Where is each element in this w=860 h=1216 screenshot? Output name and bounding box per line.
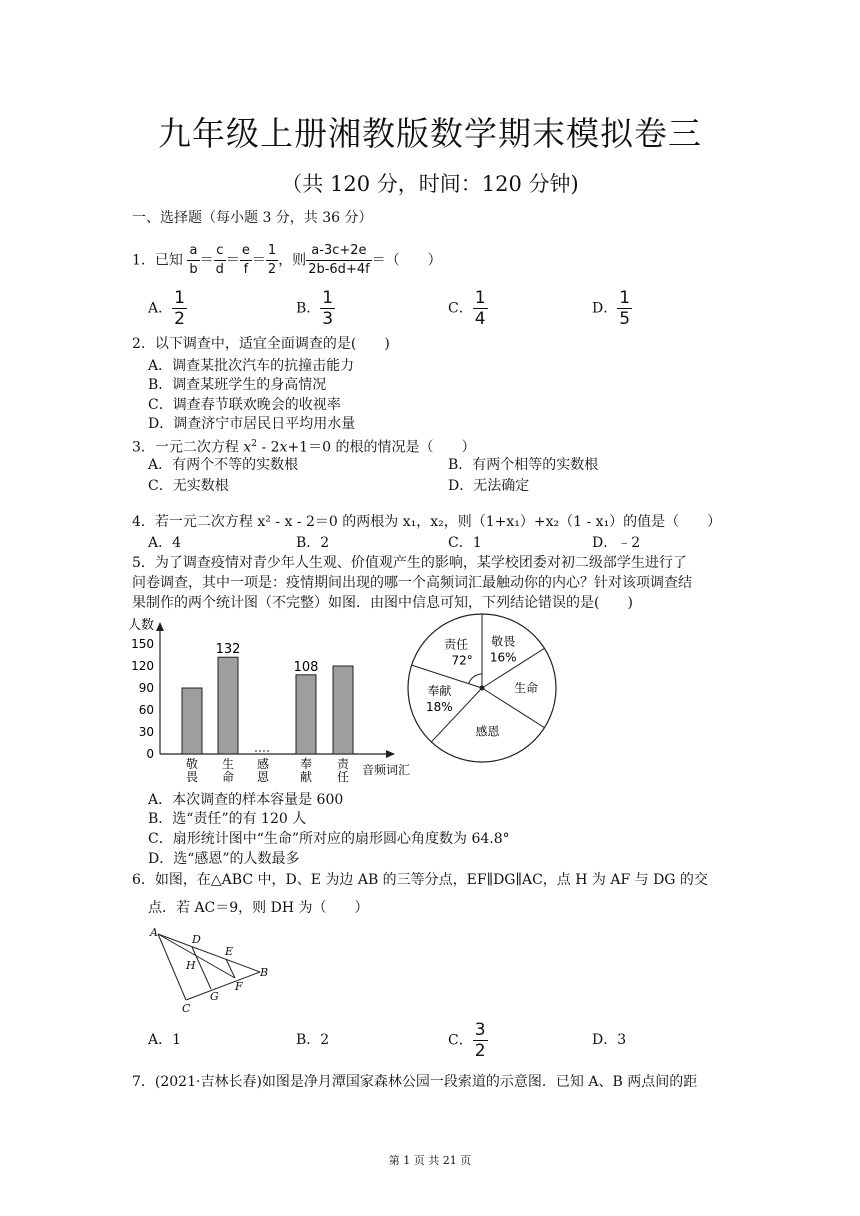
x-tick-label-char: 命 [221, 770, 235, 784]
page-subtitle: （共 120 分，时间：120 分钟) [281, 172, 579, 196]
x-tick-label-char: 敬 [185, 757, 199, 771]
data-label: 132 [215, 642, 241, 658]
x-tick-label-char: 生 [221, 757, 235, 771]
q1-fraction-expression: $\frac{a-3c+2e}{2b-6d+4f}$ [308, 243, 370, 277]
q3-option-d: D．无法确定 [448, 478, 530, 494]
pie-value-label-3: 18% [426, 699, 453, 714]
x-tick-label-char: 献 [299, 770, 313, 784]
pie-center [480, 686, 485, 691]
triangle-figure [148, 922, 278, 1014]
data-label: 108 [293, 659, 319, 675]
pie-label-1: 生命 [513, 681, 539, 695]
label-f: F [235, 980, 243, 993]
q6-option-b: B．2 [296, 1032, 330, 1048]
x-tick-label-char: 任 [336, 770, 350, 784]
label-c: C [182, 1002, 191, 1014]
y-axis-label: 人数 [128, 618, 155, 633]
q2-option-d: D．调查济宁市居民日平均用水量 [148, 416, 356, 432]
label-a: A [150, 926, 158, 939]
y-tick-label: 120 [131, 659, 154, 673]
q1-option-a: A． $\frac{1}{2}$ [148, 288, 185, 329]
label-g: G [210, 990, 219, 1003]
q4-option-a: A．4 [148, 535, 182, 551]
q1-option-c: C． $\frac{1}{4}$ [448, 288, 486, 329]
q1-fraction-c-d: $\frac{c}{d}$ [215, 243, 224, 277]
q5-option-b: B．选“责任”的有 120 人 [148, 811, 307, 827]
q3-option-c: C．无实数根 [148, 478, 229, 494]
y-tick-label: 30 [138, 725, 154, 739]
x-tick-label-char: 畏 [185, 770, 199, 784]
q1-fraction-e-f: $\frac{e}{f}$ [241, 243, 250, 277]
pie-label-0: 敬畏 [491, 634, 516, 649]
x-axis-label: 音频词汇 [362, 763, 411, 777]
question-6-line-2: 点．若 AC＝9，则 DH 为（ ） [148, 900, 369, 916]
q1-prefix: 1．已知 [132, 252, 183, 269]
x-tick-label-char: 恩 [256, 770, 270, 784]
question-6-line-1: 6．如图，在△ABC 中，D、E 为边 AB 的三等分点，EF∥DG∥AC，点 H 为 AF 与 DG 的交 [132, 872, 708, 888]
bar-0 [182, 688, 202, 754]
page-title: 九年级上册湘教版数学期末模拟卷三 [158, 114, 702, 153]
pie-value-label-0: 16% [489, 650, 517, 665]
question-1-stem: 1．已知 $\frac{a}{b}$ ＝ $\frac{c}{d}$ ＝ $\frac{e}{f}$ ＝ $\frac{1}{2}$ ，则 $\frac{a-3c+2e}{2b-6d+4f}$ ＝（ ） [132, 243, 442, 277]
question-7-line-1: 7．(2021·吉林长春)如图是净月潭国家森林公园一段索道的示意图．已知 A、B 两点间的距 [132, 1074, 698, 1090]
label-h: H [186, 959, 196, 972]
bar-3 [296, 675, 316, 754]
bar-4 [333, 666, 353, 754]
question-5-line-2: 问卷调查，其中一项是：疫情期间出现的哪一个高频词汇最触动你的内心？针对该项调查结 [132, 575, 692, 591]
question-4-stem: 4．若一元二次方程 x² - x - 2＝0 的两根为 x₁，x₂，则（1+x₁）+x₂（1 - x₁）的值是（ ） [132, 514, 722, 530]
q2-option-c: C．调查春节联欢晚会的收视率 [148, 397, 341, 413]
question-5-line-1: 5．为了调查疫情对青少年人生观、价值观产生的影响，某学校团委对初二级部学生进行了 [132, 555, 687, 571]
pie-label-4: 责任 [444, 637, 469, 652]
y-axis-arrow [156, 622, 164, 631]
y-tick-label: 0 [146, 747, 154, 761]
y-tick-label: 150 [131, 637, 154, 651]
q1-fraction-a-b: $\frac{a}{b}$ [189, 243, 198, 277]
q1-option-d: D． $\frac{1}{5}$ [592, 288, 631, 329]
pie-label-3: 奉献 [427, 683, 452, 698]
question-5-line-3: 果制作的两个统计图（不完整）如图．由图中信息可知，下列结论错误的是( ) [132, 595, 633, 611]
pie-label-2: 感恩 [475, 724, 500, 739]
q2-option-a: A．调查某批次汽车的抗撞击能力 [148, 358, 355, 374]
x-tick-label-char: 奉 [299, 757, 313, 771]
x-tick-label-char: 感 [256, 757, 270, 771]
q4-option-c: C．1 [448, 535, 482, 551]
q1-fraction-1-2: $\frac{1}{2}$ [267, 243, 277, 277]
q6-option-c: C． $\frac{3}{2}$ [448, 1020, 486, 1061]
y-tick-label: 90 [138, 681, 154, 695]
q6-option-a: A．1 [148, 1032, 182, 1048]
q6-option-d: D．3 [592, 1032, 627, 1048]
question-3-stem: 3．一元二次方程 $x^2 - 2x+1=0$ 的根的情况是（ ） [132, 439, 476, 456]
x-tick-label-char: 责 [336, 757, 350, 771]
q5-option-d: D．选“感恩”的人数最多 [148, 851, 300, 867]
page-footer: 第 1 页 共 21 页 [388, 1154, 472, 1167]
label-d: D [192, 933, 201, 946]
q2-option-b: B．调查某班学生的身高情况 [148, 377, 327, 393]
y-tick-label: 60 [138, 703, 154, 717]
q4-option-d: D．﹣2 [592, 535, 641, 551]
q4-option-b: B．2 [296, 535, 330, 551]
question-2-stem: 2．以下调查中，适宜全面调查的是( ) [132, 336, 390, 352]
pie-chart [402, 608, 562, 768]
q5-option-c: C．扇形统计图中“生命”所对应的扇形圆心角度数为 64.8° [148, 831, 510, 847]
bar-chart [128, 612, 424, 784]
q1-option-b: B． $\frac{1}{3}$ [296, 288, 334, 329]
bar-1 [218, 657, 238, 754]
pie-value-label-4: 72° [451, 653, 473, 668]
label-e: E [225, 945, 234, 958]
q3-option-a: A．有两个不等的实数根 [148, 457, 299, 473]
q3-option-b: B．有两个相等的实数根 [448, 457, 599, 473]
label-b: B [260, 966, 269, 979]
x-axis-arrow [386, 750, 395, 758]
section-heading: 一、选择题（每小题 3 分，共 36 分） [132, 210, 373, 226]
q5-option-a: A．本次调查的样本容量是 600 [148, 792, 344, 808]
